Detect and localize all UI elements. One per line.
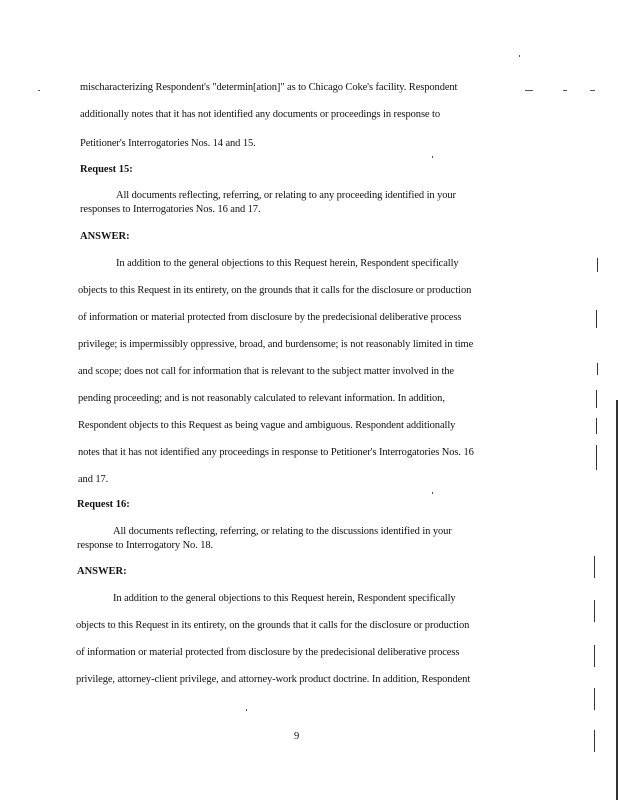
scan-artifact-mark [596, 418, 597, 434]
scan-speck [246, 709, 247, 711]
scan-edge-line [616, 400, 618, 800]
answer-15-text: of information or material protected from disclosure by the predecisional deliberative process [78, 312, 462, 323]
answer-16-text: privilege, attorney-client privilege, and attorney-work product doctrine. In addition, Respondent [76, 674, 471, 685]
request-15-text: responses to Interrogatories Nos. 16 and 17. [80, 204, 261, 215]
body-line: additionally notes that it has not identified any documents or proceedings in response to [80, 109, 440, 120]
answer-15-text: privilege; is impermissibly oppressive, broad, and burdensome; is not reasonably limited in time [78, 339, 474, 350]
answer-15-text: and 17. [78, 474, 109, 485]
answer-15-text: notes that it has not identified any proceedings in response to Petitioner's Interrogatories Nos. 16 [78, 447, 474, 458]
answer-16-text: of information or material protected from disclosure by the predecisional deliberative process [76, 647, 460, 658]
scan-artifact-mark [596, 310, 597, 328]
answer-15-text: objects to this Request in its entirety, on the grounds that it calls for the disclosure or production [78, 285, 472, 296]
request-16-text: All documents reflecting, referring, or relating to the discussions identified in your [113, 526, 452, 537]
scan-artifact-mark [594, 688, 595, 710]
scan-artifact-mark [597, 258, 598, 272]
scan-speck [519, 55, 520, 57]
scan-artifact-mark [597, 363, 598, 375]
answer-15-text: In addition to the general objections to this Request herein, Respondent specifically [116, 258, 459, 269]
answer-15-text: pending proceeding; and is not reasonably calculated to relevant information. In addition, [78, 393, 445, 404]
page-number: 9 [294, 731, 300, 742]
scan-speck [38, 90, 40, 91]
body-line: mischaracterizing Respondent's "determin[ation]" as to Chicago Coke's facility. Respondent [80, 82, 458, 93]
answer-16-text: objects to this Request in its entirety, on the grounds that it calls for the disclosure or production [76, 620, 470, 631]
answer-15-heading: ANSWER: [80, 231, 130, 242]
scan-speck [525, 90, 533, 91]
request-16-heading: Request 16: [77, 499, 130, 510]
scan-artifact-mark [596, 390, 597, 408]
scan-artifact-mark [596, 445, 597, 470]
scan-speck [432, 492, 433, 494]
scan-speck [590, 90, 595, 91]
answer-16-text: In addition to the general objections to this Request herein, Respondent specifically [113, 593, 456, 604]
scan-artifact-mark [594, 645, 595, 667]
request-15-heading: Request 15: [80, 164, 133, 175]
scan-artifact-mark [594, 556, 595, 578]
answer-15-text: and scope; does not call for information that is relevant to the subject matter involved in the [78, 366, 454, 377]
answer-15-text: Respondent objects to this Request as being vague and ambiguous. Respondent additionally [78, 420, 456, 431]
scan-artifact-mark [594, 600, 595, 622]
request-16-text: response to Interrogatory No. 18. [77, 540, 214, 551]
scan-speck [563, 90, 567, 91]
scan-artifact-mark [594, 730, 595, 752]
body-line: Petitioner's Interrogatories Nos. 14 and 15. [80, 138, 256, 149]
scan-speck [432, 156, 433, 158]
request-15-text: All documents reflecting, referring, or relating to any proceeding identified in your [116, 190, 456, 201]
answer-16-heading: ANSWER: [77, 566, 127, 577]
